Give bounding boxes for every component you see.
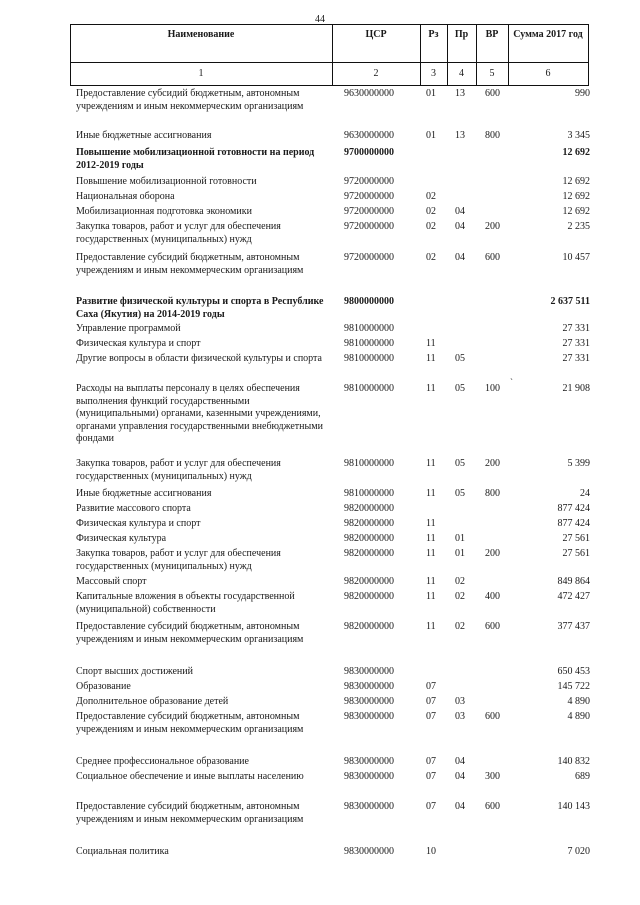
header-rz: Рз	[428, 29, 439, 40]
cell-vr: 200	[485, 458, 500, 469]
cell-sum: 140 832	[557, 756, 590, 767]
cell-sum: 27 561	[562, 533, 590, 544]
cell-name: Закупка товаров, работ и услуг для обеспечения государственных (муниципальных) нужд	[76, 458, 281, 482]
cell-sum: 5 399	[567, 458, 590, 469]
cell-rz: 02	[426, 206, 436, 217]
cell-pr: 04	[455, 206, 465, 217]
cell-vr: 600	[485, 801, 500, 812]
cell-name: Физическая культура и спорт	[76, 518, 201, 529]
cell-name: Физическая культура и спорт	[76, 338, 201, 349]
cell-name: Социальное обеспечение и иные выплаты населению	[76, 771, 304, 782]
column-number: 3	[431, 68, 436, 79]
cell-sum: 27 331	[562, 338, 590, 349]
cell-rz: 07	[426, 696, 436, 707]
cell-pr: 02	[455, 576, 465, 587]
cell-csr: 9830000000	[344, 681, 394, 692]
cell-vr: 600	[485, 711, 500, 722]
cell-name: Спорт высших достижений	[76, 666, 193, 677]
cell-name: Среднее профессиональное образование	[76, 756, 249, 767]
cell-vr: 200	[485, 221, 500, 232]
cell-rz: 11	[426, 383, 436, 394]
cell-pr: 01	[455, 533, 465, 544]
cell-csr: 9830000000	[344, 771, 394, 782]
cell-pr: 03	[455, 711, 465, 722]
cell-vr: 100	[485, 383, 500, 394]
cell-pr: 02	[455, 621, 465, 632]
cell-csr: 9820000000	[344, 621, 394, 632]
cell-csr: 9630000000	[344, 88, 394, 99]
cell-rz: 11	[426, 353, 436, 364]
cell-sum: 990	[575, 88, 590, 99]
cell-csr: 9830000000	[344, 711, 394, 722]
cell-rz: 11	[426, 591, 436, 602]
cell-pr: 04	[455, 771, 465, 782]
cell-rz: 11	[426, 338, 436, 349]
header-csr: ЦСР	[365, 29, 387, 40]
cell-name: Социальная политика	[76, 846, 169, 857]
cell-sum: 650 453	[557, 666, 590, 677]
cell-vr: 300	[485, 771, 500, 782]
cell-vr: 200	[485, 548, 500, 559]
cell-csr: 9800000000	[344, 296, 394, 307]
cell-pr: 02	[455, 591, 465, 602]
cell-sum: 689	[575, 771, 590, 782]
cell-pr: 01	[455, 548, 465, 559]
cell-sum: 2 637 511	[550, 296, 590, 307]
cell-sum: 21 908	[562, 383, 590, 394]
cell-vr: 400	[485, 591, 500, 602]
cell-rz: 11	[426, 458, 436, 469]
table-header	[70, 24, 589, 86]
cell-name: Предоставление субсидий бюджетным, автономным учреждениям и иным некоммерческим организациям	[76, 801, 304, 825]
cell-csr: 9820000000	[344, 548, 394, 559]
cell-sum: 12 692	[562, 176, 590, 187]
cell-csr: 9830000000	[344, 846, 394, 857]
header-pr: Пр	[454, 29, 469, 40]
header-sum: Сумма 2017 год	[513, 29, 583, 40]
cell-sum: 377 437	[557, 621, 590, 632]
cell-rz: 11	[426, 548, 436, 559]
cell-rz: 11	[426, 621, 436, 632]
cell-sum: 10 457	[562, 252, 590, 263]
cell-name: Развитие физической культуры и спорта в Республике Саха (Якутия) на 2014-2019 годы	[76, 296, 324, 320]
cell-rz: 07	[426, 711, 436, 722]
cell-rz: 07	[426, 801, 436, 812]
cell-sum: 27 331	[562, 323, 590, 334]
cell-sum: 3 345	[567, 130, 590, 141]
cell-pr: 05	[455, 353, 465, 364]
header-name: Наименование	[167, 29, 235, 40]
cell-csr: 9720000000	[344, 206, 394, 217]
column-number: 4	[459, 68, 464, 79]
cell-csr: 9720000000	[344, 221, 394, 232]
cell-sum: 12 692	[562, 147, 590, 158]
cell-name: Повышение мобилизационной готовности	[76, 176, 257, 187]
cell-csr: 9810000000	[344, 338, 394, 349]
cell-pr: 13	[455, 88, 465, 99]
cell-csr: 9830000000	[344, 801, 394, 812]
cell-rz: 01	[426, 130, 436, 141]
cell-pr: 05	[455, 383, 465, 394]
cell-rz: 07	[426, 681, 436, 692]
cell-rz: 02	[426, 191, 436, 202]
column-number: 2	[373, 68, 379, 79]
cell-csr: 9820000000	[344, 591, 394, 602]
cell-csr: 9830000000	[344, 666, 394, 677]
cell-name: Массовый спорт	[76, 576, 147, 587]
cell-pr: 04	[455, 221, 465, 232]
cell-rz: 07	[426, 756, 436, 767]
cell-name: Физическая культура	[76, 533, 167, 544]
cell-name: Развитие массового спорта	[76, 503, 191, 514]
cell-csr: 9830000000	[344, 696, 394, 707]
cell-sum: 2 235	[567, 221, 590, 232]
cell-name: Предоставление субсидий бюджетным, автономным учреждениям и иным некоммерческим организациям	[76, 88, 304, 112]
cell-sum: 877 424	[557, 503, 590, 514]
stray-mark: `	[510, 377, 513, 387]
cell-name: Предоставление субсидий бюджетным, автономным учреждениям и иным некоммерческим организациям	[76, 711, 304, 735]
cell-sum: 849 864	[557, 576, 590, 587]
cell-vr: 800	[485, 130, 500, 141]
cell-pr: 05	[455, 488, 465, 499]
cell-sum: 4 890	[567, 696, 590, 707]
cell-sum: 27 561	[562, 548, 590, 559]
cell-name: Дополнительное образование детей	[76, 696, 229, 707]
cell-vr: 600	[485, 88, 500, 99]
cell-sum: 24	[580, 488, 590, 499]
cell-name: Предоставление субсидий бюджетным, автономным учреждениям и иным некоммерческим организациям	[76, 252, 304, 276]
cell-csr: 9810000000	[344, 323, 394, 334]
cell-name: Мобилизационная подготовка экономики	[76, 206, 252, 217]
cell-vr: 800	[485, 488, 500, 499]
cell-csr: 9820000000	[344, 518, 394, 529]
cell-sum: 12 692	[562, 206, 590, 217]
column-number: 5	[489, 68, 495, 79]
cell-name: Закупка товаров, работ и услуг для обеспечения государственных (муниципальных) нужд	[76, 221, 281, 245]
cell-name: Предоставление субсидий бюджетным, автономным учреждениям и иным некоммерческим организациям	[76, 621, 304, 645]
cell-rz: 02	[426, 221, 436, 232]
cell-csr: 9720000000	[344, 176, 394, 187]
cell-sum: 7 020	[567, 846, 590, 857]
cell-rz: 10	[426, 846, 436, 857]
cell-name: Капитальные вложения в объекты государственной (муниципальной) собственности	[76, 591, 295, 615]
cell-name: Национальная оборона	[76, 191, 175, 202]
cell-csr: 9820000000	[344, 533, 394, 544]
cell-rz: 01	[426, 88, 436, 99]
cell-rz: 11	[426, 488, 436, 499]
header-vr: ВР	[485, 29, 499, 40]
cell-vr: 600	[485, 621, 500, 632]
cell-rz: 07	[426, 771, 436, 782]
cell-pr: 04	[455, 252, 465, 263]
cell-pr: 05	[455, 458, 465, 469]
cell-sum: 472 427	[557, 591, 590, 602]
cell-csr: 9720000000	[344, 191, 394, 202]
cell-sum: 12 692	[562, 191, 590, 202]
cell-vr: 600	[485, 252, 500, 263]
page-number: 44	[315, 14, 325, 25]
cell-sum: 145 722	[557, 681, 590, 692]
cell-pr: 04	[455, 801, 465, 812]
cell-pr: 04	[455, 756, 465, 767]
cell-rz: 02	[426, 252, 436, 263]
cell-csr: 9810000000	[344, 458, 394, 469]
cell-csr: 9630000000	[344, 130, 394, 141]
cell-csr: 9830000000	[344, 756, 394, 767]
cell-name: Управление программой	[76, 323, 181, 334]
column-number: 1	[198, 68, 204, 79]
cell-name: Другие вопросы в области физической культуры и спорта	[76, 353, 322, 364]
cell-csr: 9700000000	[344, 147, 394, 158]
cell-sum: 4 890	[567, 711, 590, 722]
cell-pr: 03	[455, 696, 465, 707]
cell-name: Закупка товаров, работ и услуг для обеспечения государственных (муниципальных) нужд	[76, 548, 281, 572]
cell-name: Образование	[76, 681, 131, 692]
cell-rz: 11	[426, 533, 436, 544]
cell-name: Иные бюджетные ассигнования	[76, 488, 212, 499]
cell-pr: 13	[455, 130, 465, 141]
cell-csr: 9810000000	[344, 353, 394, 364]
cell-csr: 9810000000	[344, 383, 394, 394]
cell-csr: 9820000000	[344, 576, 394, 587]
cell-csr: 9820000000	[344, 503, 394, 514]
cell-csr: 9720000000	[344, 252, 394, 263]
cell-csr: 9810000000	[344, 488, 394, 499]
column-number: 6	[545, 68, 551, 79]
cell-name: Расходы на выплаты персоналу в целях обеспечения выполнения функций государственными (муниципальными) органами, казенными учреждениями, органами управления государственными внебюджетными фондами	[76, 383, 323, 444]
cell-rz: 11	[426, 576, 436, 587]
cell-sum: 877 424	[557, 518, 590, 529]
cell-name: Иные бюджетные ассигнования	[76, 130, 212, 141]
cell-rz: 11	[426, 518, 436, 529]
cell-sum: 27 331	[562, 353, 590, 364]
cell-sum: 140 143	[557, 801, 590, 812]
cell-name: Повышение мобилизационной готовности на период 2012-2019 годы	[76, 147, 315, 171]
